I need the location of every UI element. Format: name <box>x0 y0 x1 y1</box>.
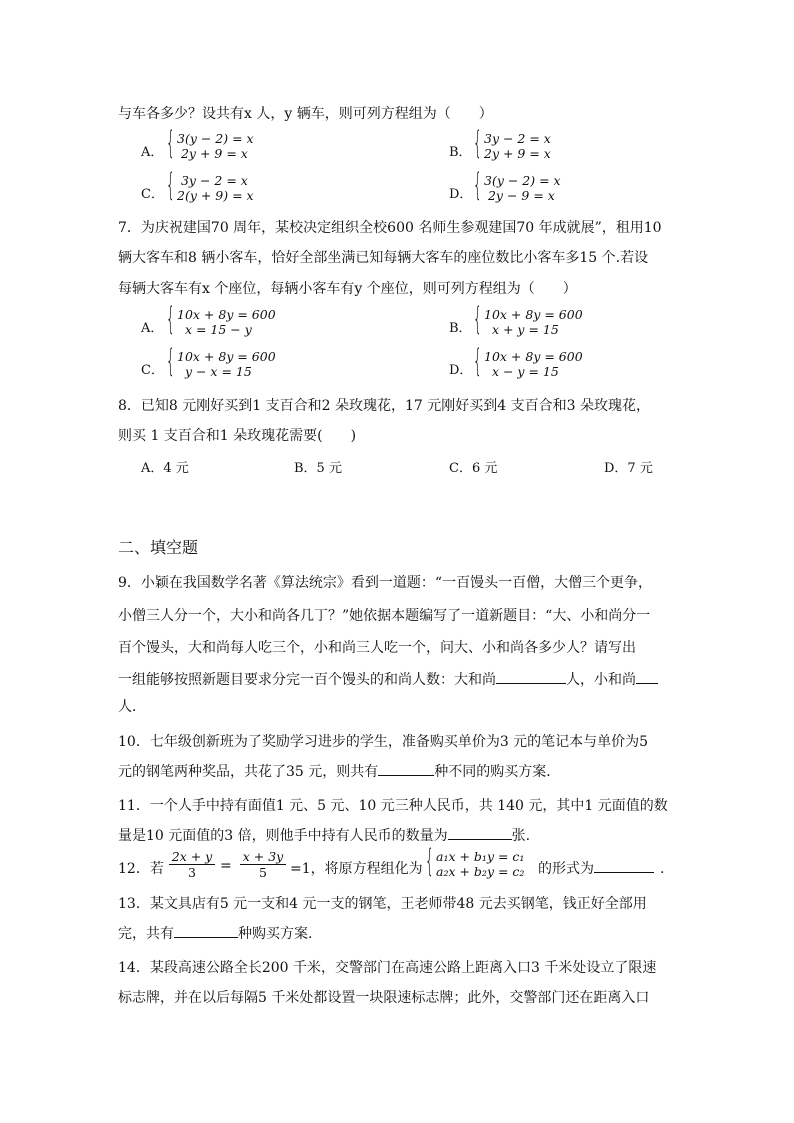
equation: 3(y − 2) = x <box>484 173 561 188</box>
equation: 2y − 9 = x <box>484 188 555 203</box>
q8-line: 则买 1 支百合和1 朵玫瑰花需要( ) <box>118 428 357 444</box>
equation: 3y − 2 = x <box>177 173 248 188</box>
option-label: D． <box>449 363 473 378</box>
q9-text: 一组能够按照新题目要求分完一百个馒头的和尚人数：大和尚 <box>118 672 496 688</box>
denominator: 5 <box>259 865 267 880</box>
q10-line: 10．七年级创新班为了奖励学习进步的学生，准备购买单价为3 元的笔记本与单价为5 <box>118 734 649 750</box>
option-label: B． <box>449 145 472 160</box>
brace-icon: { <box>473 343 482 379</box>
equation: 10x + 8y = 600 <box>177 307 276 322</box>
equation: 3(y − 2) = x <box>177 131 254 146</box>
option-label: D． <box>449 187 473 202</box>
q8-option-c[interactable]: C．6 元 <box>449 461 498 476</box>
q12-prefix: 12．若 <box>118 861 164 877</box>
q14-line: 标志牌，并在以后每隔5 千米处都设置一块限速标志牌；此外，交警部门还在距离入口 <box>118 990 650 1006</box>
equation: x + y = 15 <box>484 322 559 337</box>
brace-icon: { <box>473 167 482 203</box>
q10-text: 种不同的购买方案． <box>434 764 561 780</box>
q9-line: 9．小颖在我国数学名著《算法统宗》看到一道题：“一百馒头一百僧，大僧三个更争， <box>118 575 653 591</box>
q11-line <box>118 825 530 845</box>
q9-text: 人，小和尚 <box>566 672 636 688</box>
q9-line: 人． <box>118 699 146 715</box>
answer-blank[interactable] <box>448 825 512 840</box>
equation: y − x = 15 <box>177 364 252 379</box>
equation: 2y + 9 = x <box>484 146 551 161</box>
denominator: 3 <box>188 865 196 880</box>
equation: a₁x + b₁y = c₁ <box>436 849 525 864</box>
equation: x − y = 15 <box>484 364 559 379</box>
q13-text: 完，共有 <box>118 926 174 942</box>
option-label: C． <box>141 363 164 378</box>
equation: 3y − 2 = x <box>484 131 551 146</box>
equation: a₂x + b₂y = c₂ <box>436 864 525 879</box>
q14-line: 14．某段高速公路全长200 千米，交警部门在高速公路上距离入口3 千米处设立了限速 <box>118 960 657 976</box>
q13-line <box>118 923 312 943</box>
q7-line: 辆大客车和8 辆小客车，恰好全部坐满已知每辆大客车的座位数比小客车多15 个.若设 <box>118 250 649 266</box>
q7-line: 每辆大客车有x 个座位，每辆小客车有y 个座位，则可列方程组为（ ） <box>118 281 577 297</box>
numerator: 2x + y <box>169 849 215 865</box>
equation: 10x + 8y = 600 <box>484 349 583 364</box>
q12-suffix-text: 的形式为 <box>538 861 594 877</box>
q9-line: 小僧三人分一个，大小和尚各几丁？”她依据本题编写了一道新题目：“大、小和尚分一 <box>118 608 651 624</box>
q8-option-d[interactable]: D．7 元 <box>604 461 653 476</box>
brace-icon: { <box>166 167 175 203</box>
section-title: 二、填空题 <box>118 538 199 557</box>
answer-blank[interactable] <box>636 669 658 684</box>
equation: 2(y + 9) = x <box>177 188 254 203</box>
q11-text: 量是10 元面值的3 倍，则他手中持有人民币的数量为 <box>118 828 448 844</box>
q13-line: 13．某文具店有5 元一支和4 元一支的钢笔，王老师带48 元去买钢笔，钱正好全部用 <box>118 896 647 912</box>
numerator: x + 3y <box>240 849 286 865</box>
q8-option-b[interactable]: B．5 元 <box>294 461 342 476</box>
answer-blank[interactable] <box>496 669 566 684</box>
q8-line: 8．已知8 元刚好买到1 支百合和2 朵玫瑰花，17 元刚好买到4 支百合和3 朵玫瑰花， <box>118 398 650 414</box>
q6-stem-tail: 与车各多少？设共有x 人，y 辆车，则可列方程组为（ ） <box>118 106 493 122</box>
answer-blank[interactable] <box>594 858 654 873</box>
q9-line: 百个馒头，大和尚每人吃三个，小和尚三人吃一个，问大、小和尚各多少人？请写出 <box>118 640 636 656</box>
answer-blank[interactable] <box>174 923 238 938</box>
q7-line: 7．为庆祝建国70 周年，某校决定组织全校600 名师生参观建国70 年成就展”，租用10 <box>118 220 662 236</box>
option-label: C． <box>141 187 164 202</box>
q12-mid: =1，将原方程组化为 <box>290 861 423 877</box>
brace-icon: { <box>166 301 175 337</box>
q10-line <box>118 761 560 781</box>
brace-icon: { <box>166 343 175 379</box>
q9-line <box>118 669 658 689</box>
equation: 2y + 9 = x <box>177 146 248 161</box>
brace-icon: { <box>166 125 175 161</box>
option-label: B． <box>449 321 472 336</box>
q11-text: 张. <box>511 828 531 844</box>
option-label: A． <box>141 145 164 160</box>
fraction <box>240 849 286 880</box>
brace-icon: { <box>425 843 434 879</box>
q13-text: 种购买方案. <box>238 926 313 942</box>
q10-text: 元的钢笔两种奖品，共花了35 元，则共有 <box>118 764 379 780</box>
equation: 10x + 8y = 600 <box>177 349 276 364</box>
brace-icon: { <box>473 125 482 161</box>
q8-option-a[interactable]: A．4 元 <box>141 461 189 476</box>
equation: x = 15 − y <box>177 322 252 337</box>
brace-icon: { <box>473 301 482 337</box>
q11-line: 11．一个人手中持有面值1 元、5 元、10 元三种人民币，共 140 元，其中1 元面值的数 <box>118 798 668 814</box>
q12-end: . <box>660 861 665 877</box>
q12-suffix <box>538 858 664 878</box>
fraction <box>169 849 215 880</box>
option-label: A． <box>141 321 164 336</box>
equation: 10x + 8y = 600 <box>484 307 583 322</box>
answer-blank[interactable] <box>378 761 434 776</box>
equals-sign: = <box>220 858 232 874</box>
